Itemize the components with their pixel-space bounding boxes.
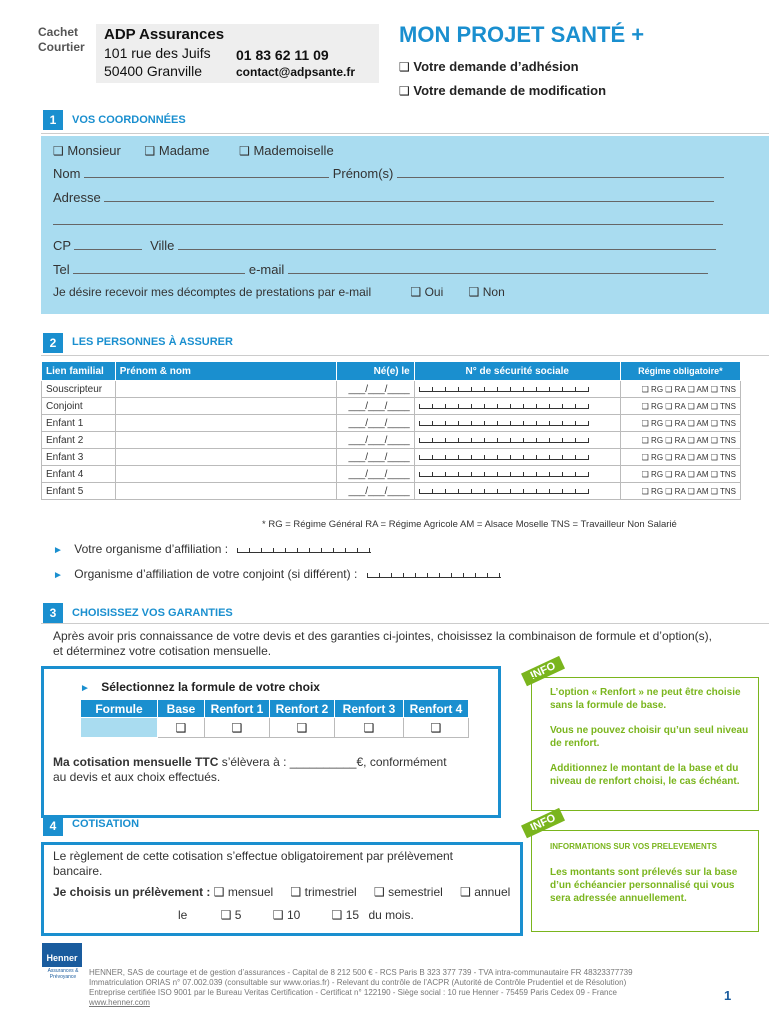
regime-cell[interactable]: ❑ RG ❑ RA ❑ AM ❑ TNS	[620, 415, 740, 432]
broker-phone: 01 83 62 11 09	[236, 47, 329, 63]
lien-cell: Enfant 3	[42, 449, 116, 466]
checkbox-icon[interactable]: ❑	[213, 885, 225, 899]
prenom-field[interactable]	[397, 166, 724, 178]
footer-link[interactable]: www.henner.com	[89, 998, 150, 1007]
formule-header-row	[81, 700, 469, 718]
email-label: e-mail	[248, 262, 285, 277]
column-header: Base	[158, 700, 205, 718]
day-5[interactable]	[221, 908, 242, 922]
secu-cell[interactable]	[414, 415, 620, 432]
date-cell[interactable]: ___/___/____	[336, 398, 414, 415]
section-title: LES PERSONNES À ASSURER	[72, 336, 233, 348]
table-row	[42, 415, 741, 432]
nom-cell[interactable]	[115, 415, 336, 432]
checkbox-icon[interactable]: ❑	[430, 720, 442, 735]
cotisation-line1	[53, 755, 483, 770]
civility-options	[53, 143, 334, 158]
decomptes-non[interactable]	[469, 285, 505, 299]
period-mensuel[interactable]	[214, 885, 273, 899]
affiliation-spouse-field[interactable]	[367, 569, 501, 578]
secu-cell[interactable]	[414, 483, 620, 500]
non-label: Non	[482, 285, 505, 299]
table-row	[42, 449, 741, 466]
civility-label: Mademoiselle	[253, 143, 334, 158]
formule-renfort3-choice[interactable]	[335, 718, 404, 738]
regime-cell[interactable]: ❑ RG ❑ RA ❑ AM ❑ TNS	[620, 398, 740, 415]
section-divider	[41, 133, 769, 134]
column-header: Régime obligatoire*	[620, 362, 740, 381]
column-header: Renfort 2	[270, 700, 335, 718]
nom-field[interactable]	[84, 166, 329, 178]
prenom-label: Prénom(s)	[332, 166, 394, 181]
checkbox-icon[interactable]: ❑	[374, 885, 385, 899]
nom-cell[interactable]	[115, 466, 336, 483]
secu-cell[interactable]	[414, 432, 620, 449]
day-label: 10	[286, 908, 301, 922]
address-row	[53, 190, 714, 205]
ville-field[interactable]	[178, 238, 716, 250]
nom-cell[interactable]	[115, 483, 336, 500]
decomptes-oui[interactable]	[410, 285, 443, 299]
period-label: trimestriel	[304, 885, 357, 899]
prelevement-choose-label: Je choisis un prélèvement :	[53, 885, 211, 899]
checkbox-icon[interactable]: ❑	[272, 908, 284, 922]
page-number: 1	[724, 988, 732, 1003]
date-cell[interactable]: ___/___/____	[336, 415, 414, 432]
secu-field[interactable]	[419, 434, 589, 443]
adresse-field[interactable]	[104, 190, 714, 202]
affiliation-spouse-label: Organisme d’affiliation de votre conjoint (si différent) :	[74, 567, 358, 581]
checkbox-icon[interactable]: ❑	[468, 285, 480, 299]
regime-cell[interactable]: ❑ RG ❑ RA ❑ AM ❑ TNS	[620, 466, 740, 483]
column-header: Lien familial	[42, 362, 116, 381]
column-header: Formule	[81, 700, 158, 718]
cotisation-rest: s’élèvera à : __________€, conformément	[218, 755, 447, 769]
lien-cell: Enfant 1	[42, 415, 116, 432]
city-row	[53, 238, 716, 253]
info-paragraph: Vous ne pouvez choisir qu’un seul niveau de renfort.	[550, 725, 749, 749]
request-modification-label: Votre demande de modification	[413, 83, 607, 98]
column-header: Renfort 3	[335, 700, 404, 718]
select-formule-row	[80, 680, 320, 694]
info-paragraph: Additionnez le montant de la base et du niveau de renfort choisi, le cas échéant.	[550, 763, 740, 787]
formule-cell	[81, 718, 158, 738]
regime-cell[interactable]: ❑ RG ❑ RA ❑ AM ❑ TNS	[620, 483, 740, 500]
broker-address-line1: 101 rue des Juifs	[104, 45, 211, 61]
section-number: 1	[43, 110, 63, 130]
tel-label: Tel	[53, 262, 70, 277]
adresse-label: Adresse	[53, 190, 101, 205]
formule-base-choice[interactable]	[158, 718, 205, 738]
contact-row	[53, 262, 708, 277]
tel-field[interactable]	[73, 262, 245, 274]
column-header: Prénom & nom	[115, 362, 336, 381]
secu-field[interactable]	[419, 468, 589, 477]
footer-line: Entreprise certifiée ISO 9001 par le Bureau Veritas Certification - Certificat n° 122190 - Siège social : 10 rue Henner - 75459 Paris Cedex 09 - France	[89, 988, 617, 997]
request-modification-option[interactable]	[399, 83, 606, 98]
ville-label: Ville	[150, 238, 175, 253]
broker-address	[104, 44, 211, 80]
day-15[interactable]	[332, 908, 359, 922]
decomptes-row	[53, 285, 505, 299]
regime-cell[interactable]: ❑ RG ❑ RA ❑ AM ❑ TNS	[620, 449, 740, 466]
checkbox-icon[interactable]: ❑	[144, 144, 156, 158]
column-header: Né(e) le	[336, 362, 414, 381]
column-header: Renfort 4	[404, 700, 469, 718]
select-formule-label: Sélectionnez la formule de votre choix	[101, 680, 320, 694]
section-title: COTISATION	[72, 818, 140, 830]
prelevement-days	[178, 908, 414, 923]
broker-email: contact@adpsante.fr	[236, 65, 356, 79]
date-cell[interactable]: ___/___/____	[336, 381, 414, 398]
checkbox-icon[interactable]: ❑	[239, 144, 250, 158]
date-cell[interactable]: ___/___/____	[336, 483, 414, 500]
secu-cell[interactable]	[414, 381, 620, 398]
arrow-right-icon: ►	[53, 545, 63, 556]
day-label: 15	[345, 908, 360, 922]
info-tag: INFO	[521, 808, 565, 839]
cp-field[interactable]	[74, 238, 142, 250]
table-row	[42, 466, 741, 483]
secu-field[interactable]	[419, 451, 589, 460]
civility-label: Madame	[158, 143, 210, 158]
adresse-field-2[interactable]	[53, 213, 723, 225]
table-row	[42, 432, 741, 449]
checkbox-icon[interactable]: ❑	[175, 720, 187, 735]
formule-renfort1-choice[interactable]	[205, 718, 270, 738]
section-divider	[41, 355, 769, 356]
lien-cell: Enfant 5	[42, 483, 116, 500]
cachet-text: Cachet	[38, 25, 79, 39]
formule-renfort2-choice[interactable]	[270, 718, 335, 738]
affiliation-row	[53, 542, 371, 556]
period-label: semestriel	[388, 885, 443, 899]
table-row	[42, 381, 741, 398]
regime-legend: * RG = Régime Général RA = Régime Agricole AM = Alsace Moselle TNS = Travailleur Non Salarié	[262, 519, 677, 530]
secu-field[interactable]	[419, 417, 589, 426]
checkbox-icon[interactable]: ❑	[331, 908, 343, 922]
cachet-label	[38, 25, 85, 55]
nom-cell[interactable]	[115, 398, 336, 415]
arrow-right-icon: ►	[80, 683, 90, 694]
lien-cell: Enfant 4	[42, 466, 116, 483]
secu-field[interactable]	[419, 383, 589, 392]
period-label: mensuel	[227, 885, 274, 899]
section-number: 2	[43, 333, 63, 353]
email-field[interactable]	[288, 262, 708, 274]
lien-cell: Enfant 2	[42, 432, 116, 449]
regime-cell[interactable]: ❑ RG ❑ RA ❑ AM ❑ TNS	[620, 432, 740, 449]
request-adhesion-label: Votre demande d’adhésion	[413, 59, 579, 74]
nom-cell[interactable]	[115, 449, 336, 466]
affiliation-spouse-row	[53, 567, 501, 581]
period-semestriel[interactable]	[374, 885, 443, 899]
request-adhesion-option[interactable]	[399, 59, 579, 74]
day-10[interactable]	[273, 908, 300, 922]
checkbox-icon[interactable]: ❑	[460, 885, 471, 899]
column-header: N° de sécurité sociale	[414, 362, 620, 381]
section-number: 3	[43, 603, 63, 623]
henner-logo	[42, 943, 82, 967]
checkbox-icon[interactable]: ❑	[399, 60, 410, 74]
period-trimestriel[interactable]	[291, 885, 357, 899]
secu-cell[interactable]	[414, 398, 620, 415]
broker-name: ADP Assurances	[104, 26, 225, 43]
prelevement-text: Le règlement de cette cotisation s’effectue obligatoirement par prélèvement bancaire.	[53, 849, 454, 878]
info-title: INFORMATIONS SUR VOS PRELEVEMENTS	[550, 842, 717, 851]
du-mois-label: du mois.	[368, 908, 414, 922]
checkbox-icon[interactable]: ❑	[399, 84, 410, 98]
table-row	[42, 483, 741, 500]
day-label: 5	[234, 908, 242, 922]
checkbox-icon[interactable]: ❑	[290, 885, 302, 899]
broker-address-line2: 50400 Granville	[104, 63, 203, 79]
formule-renfort4-choice[interactable]	[404, 718, 469, 738]
prelevement-periods	[53, 885, 510, 900]
civility-label: Monsieur	[67, 143, 121, 158]
name-row	[53, 166, 724, 181]
secu-field[interactable]	[419, 400, 589, 409]
oui-label: Oui	[424, 285, 444, 299]
arrow-right-icon: ►	[53, 570, 63, 581]
lien-cell: Conjoint	[42, 398, 116, 415]
footer-line: HENNER, SAS de courtage et de gestion d’assurances - Capital de 8 212 500 € - RCS Paris B 323 377 739 - TVA intra-communautaire FR 48323377739	[89, 968, 633, 977]
secu-cell[interactable]	[414, 449, 620, 466]
checkbox-icon[interactable]: ❑	[220, 908, 232, 922]
info-tag: INFO	[521, 656, 565, 687]
column-header: Renfort 1	[205, 700, 270, 718]
henner-logo-text: Henner	[46, 953, 78, 963]
henner-logo-subtitle: Assurances & Prévoyance	[47, 968, 79, 980]
footer-line: Immatriculation ORIAS n° 07.002.039 (consultable sur www.orias.fr) - Relevant du contrôle de l’ACPR (Autorité de Contrôle Prudentiel et de Résolution)	[89, 978, 627, 987]
courtier-text: Courtier	[38, 40, 85, 54]
cp-label: CP	[53, 238, 71, 253]
checkbox-icon[interactable]: ❑	[53, 144, 64, 158]
cotisation-bold: Ma cotisation mensuelle TTC	[53, 755, 219, 769]
info-text: Les montants sont prélevés sur la base d’un échéancier personnalisé qui vous sera adressée annuellement.	[550, 867, 738, 904]
regime-cell[interactable]: ❑ RG ❑ RA ❑ AM ❑ TNS	[620, 381, 740, 398]
checkbox-icon[interactable]: ❑	[363, 720, 375, 735]
secu-cell[interactable]	[414, 466, 620, 483]
address-row-2	[53, 213, 723, 228]
section-divider	[41, 623, 769, 624]
garanties-intro: Après avoir pris connaissance de votre devis et des garanties ci-jointes, choisissez la combinaison de formule et d’option(s), et déterminez votre cotisation mensuelle.	[53, 629, 712, 658]
le-label: le	[178, 908, 188, 922]
section-number: 4	[43, 816, 63, 836]
date-cell[interactable]: ___/___/____	[336, 449, 414, 466]
decomptes-label: Je désire recevoir mes décomptes de prestations par e-mail	[53, 285, 372, 299]
checkbox-icon[interactable]: ❑	[296, 720, 308, 735]
affiliation-label: Votre organisme d’affiliation :	[74, 542, 229, 556]
secu-field[interactable]	[419, 485, 589, 494]
date-cell[interactable]: ___/___/____	[336, 466, 414, 483]
affiliation-field[interactable]	[237, 544, 371, 553]
info-text	[550, 686, 750, 788]
formule-table	[80, 699, 469, 738]
period-label: annuel	[474, 885, 511, 899]
persons-table	[41, 361, 741, 500]
nom-cell[interactable]	[115, 432, 336, 449]
formule-choice-row	[81, 718, 469, 738]
cotisation-line2: au devis et aux choix effectués.	[53, 770, 221, 784]
nom-label: Nom	[53, 166, 81, 181]
section-title: CHOISISSEZ VOS GARANTIES	[72, 607, 233, 619]
civility-mademoiselle[interactable]	[239, 143, 334, 158]
cotisation-text	[53, 755, 483, 785]
footer-text	[89, 968, 714, 1008]
period-annuel[interactable]	[460, 885, 510, 899]
section-title: VOS COORDONNÉES	[72, 114, 186, 126]
info-paragraph: L’option « Renfort » ne peut être choisie sans la formule de base.	[550, 687, 741, 711]
table-row	[42, 398, 741, 415]
nom-cell[interactable]	[115, 381, 336, 398]
civility-monsieur[interactable]	[53, 143, 121, 158]
date-cell[interactable]: ___/___/____	[336, 432, 414, 449]
checkbox-icon[interactable]: ❑	[231, 720, 243, 735]
page-title: MON PROJET SANTÉ +	[399, 22, 645, 47]
lien-cell: Souscripteur	[42, 381, 116, 398]
civility-madame[interactable]	[144, 143, 209, 158]
checkbox-icon[interactable]: ❑	[410, 285, 422, 299]
table-header-row	[42, 362, 741, 381]
